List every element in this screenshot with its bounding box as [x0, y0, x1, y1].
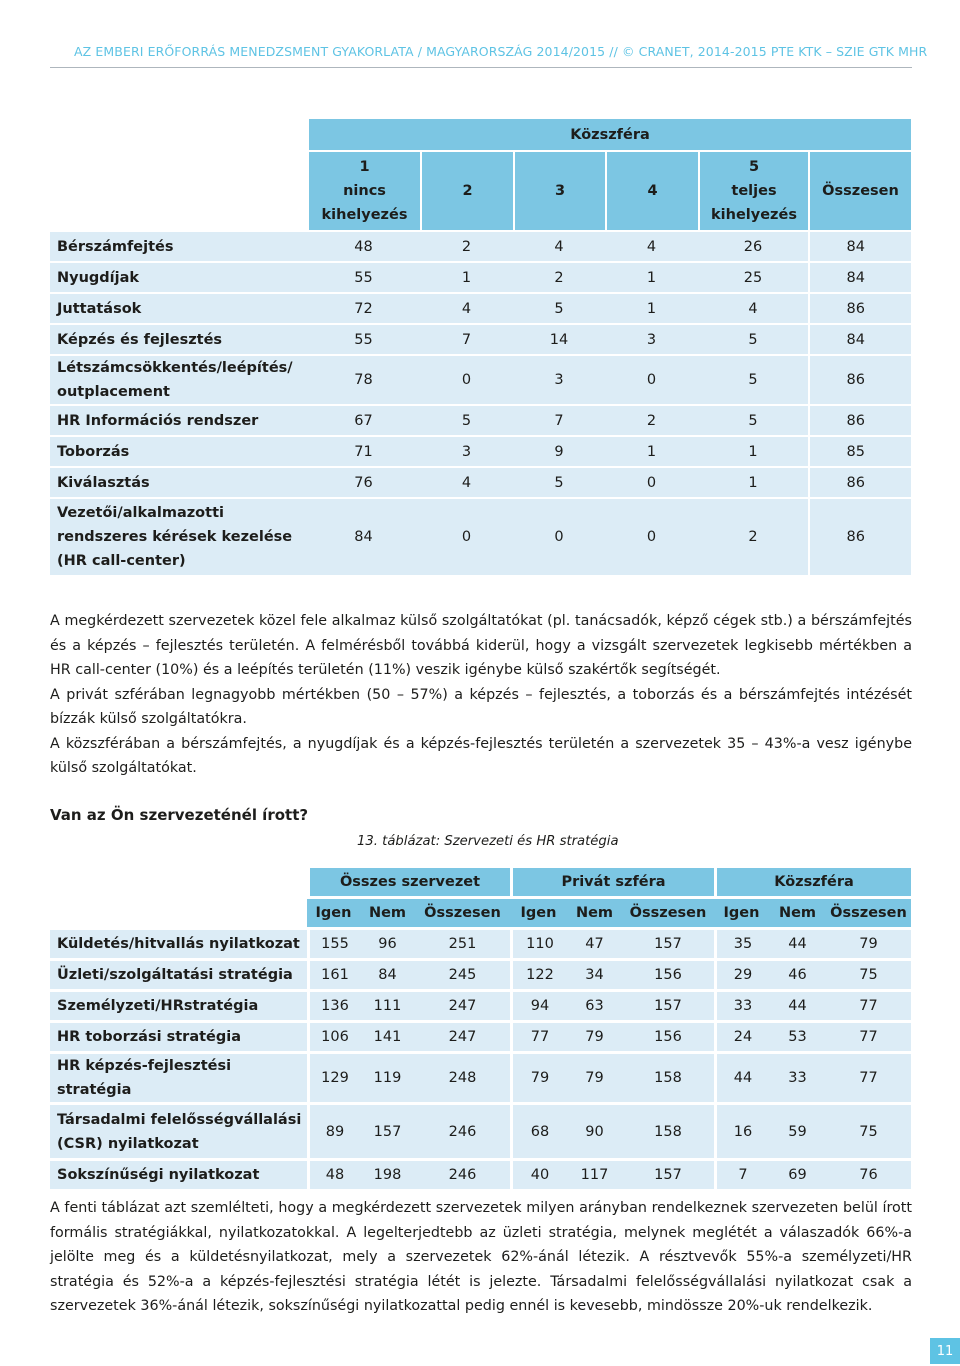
- table-cell: 86: [808, 404, 911, 435]
- table-cell: 77: [826, 1051, 911, 1102]
- table-cell: 4: [420, 466, 513, 497]
- table-cell: 0: [420, 354, 513, 404]
- table-cell: 0: [605, 497, 698, 575]
- table-cell: 26: [698, 230, 808, 261]
- table-cell: 94: [510, 989, 567, 1020]
- sub-header: Összesen: [622, 896, 714, 927]
- table-row: [50, 466, 911, 497]
- table-cell: 75: [826, 958, 911, 989]
- table-row: [50, 435, 911, 466]
- table-cell: 0: [420, 497, 513, 575]
- table-cell: 5: [420, 404, 513, 435]
- table-cell: 34: [567, 958, 622, 989]
- table-cell: 53: [769, 1020, 826, 1051]
- table-cell: 33: [714, 989, 769, 1020]
- table-row: [50, 497, 911, 575]
- row-label: Bérszámfejtés: [50, 230, 307, 261]
- group-header: Közszféra: [714, 868, 911, 896]
- table-cell: 89: [307, 1102, 360, 1158]
- row-label: Küldetés/hitvallás nyilatkozat: [50, 927, 307, 958]
- table-cell: 47: [567, 927, 622, 958]
- row-label: Személyzeti/HRstratégia: [50, 989, 307, 1020]
- table-cell: 84: [808, 323, 911, 354]
- table-cell: 2: [698, 497, 808, 575]
- table-cell: 67: [307, 404, 420, 435]
- sub-header: Igen: [510, 896, 567, 927]
- table-row: [50, 404, 911, 435]
- table-cell: 76: [307, 466, 420, 497]
- table-cell: 156: [622, 1020, 714, 1051]
- column-header: 4: [605, 150, 698, 230]
- table-cell: 86: [808, 354, 911, 404]
- table-cell: 79: [567, 1020, 622, 1051]
- paragraph-block-1: [50, 609, 912, 781]
- table-cell: 78: [307, 354, 420, 404]
- column-header: 1 nincs kihelyezés: [307, 150, 420, 230]
- table-row: [50, 1020, 911, 1051]
- table-cell: 46: [769, 958, 826, 989]
- table-cell: 156: [622, 958, 714, 989]
- table-row: [50, 292, 911, 323]
- group-header: Privát szféra: [510, 868, 714, 896]
- sub-header: Nem: [769, 896, 826, 927]
- table-cell: 69: [769, 1158, 826, 1189]
- row-label: Képzés és fejlesztés: [50, 323, 307, 354]
- table-cell: 136: [307, 989, 360, 1020]
- table-cell: 86: [808, 292, 911, 323]
- table-cell: 7: [513, 404, 605, 435]
- table-row: [50, 261, 911, 292]
- table-cell: 117: [567, 1158, 622, 1189]
- table-cell: 84: [808, 261, 911, 292]
- row-label: HR képzés-fejlesztési stratégia: [50, 1051, 307, 1102]
- sub-header: Összesen: [415, 896, 510, 927]
- sub-header: Igen: [714, 896, 769, 927]
- table-cell: 76: [826, 1158, 911, 1189]
- table-cell: 157: [360, 1102, 415, 1158]
- paragraph: A fenti táblázat azt szemlélteti, hogy a megkérdezett szervezetek milyen arányban rendelkeznek szervezeten belül írott formális stratégiákkal, nyilatkozatokkal. A legelterjedtebb az üzleti stratégia, melynek meglétét a válaszadók 66%-a jelölte meg és a küldetésnyilatkozat, mely a szervezetek 62%-ánál létezik. A résztvevők 55%-a személyzeti/HR stratégia és 52%-a a képzés-fejlesztési stratégia létét is jelezte. Társadalmi felelősségvállalási nyilatkozat csak a szervezetek 36%-ánál létezik, sokszínűségi nyilatkozattal pedig ennél is kevesebb, mindössze 20%-uk rendelkezik.: [50, 1200, 912, 1314]
- row-label: Kiválasztás: [50, 466, 307, 497]
- table-cell: 63: [567, 989, 622, 1020]
- table-cell: 129: [307, 1051, 360, 1102]
- table-row: [50, 927, 911, 958]
- table-cell: 44: [769, 989, 826, 1020]
- table-cell: 2: [513, 261, 605, 292]
- row-label: Nyugdíjak: [50, 261, 307, 292]
- table-cell: 84: [307, 497, 420, 575]
- table-cell: 90: [567, 1102, 622, 1158]
- table-cell: 1: [605, 292, 698, 323]
- row-label: Sokszínűségi nyilatkozat: [50, 1158, 307, 1189]
- table-cell: 5: [698, 354, 808, 404]
- table-cell: 245: [415, 958, 510, 989]
- table-cell: 84: [360, 958, 415, 989]
- column-header: 3: [513, 150, 605, 230]
- table-cell: 141: [360, 1020, 415, 1051]
- row-label: Üzleti/szolgáltatási stratégia: [50, 958, 307, 989]
- table-cell: 4: [698, 292, 808, 323]
- running-header: AZ EMBERI ERŐFORRÁS MENEDZSMENT GYAKORLATA / MAGYARORSZÁG 2014/2015 // © CRANET, 2014-2015 PTE KTK – SZIE GTK MHR: [74, 44, 928, 59]
- table-cell: 1: [698, 466, 808, 497]
- paragraph-block-2: [50, 1196, 912, 1319]
- empty-corner: [50, 868, 307, 896]
- table-row: [50, 1102, 911, 1158]
- table-cell: 5: [513, 466, 605, 497]
- paragraph: A privát szférában legnagyobb mértékben (50 – 57%) a képzés – fejlesztés, a toborzás és a bérszámfejtés intézését bízzák külső szolgáltatókra.: [50, 686, 912, 727]
- section-question: Van az Ön szervezeténél írott?: [50, 806, 309, 824]
- table-cell: 48: [307, 230, 420, 261]
- column-header: 5 teljes kihelyezés: [698, 150, 808, 230]
- table-cell: 122: [510, 958, 567, 989]
- sub-header: Nem: [567, 896, 622, 927]
- table-cell: 3: [605, 323, 698, 354]
- table-cell: 157: [622, 927, 714, 958]
- table-cell: 14: [513, 323, 605, 354]
- row-label: Vezetői/alkalmazotti rendszeres kérések kezelése (HR call-center): [50, 497, 307, 575]
- row-label: Létszámcsökkentés/leépítés/ outplacement: [50, 354, 307, 404]
- table-cell: 48: [307, 1158, 360, 1189]
- table-caption: 13. táblázat: Szervezeti és HR stratégia: [357, 834, 619, 849]
- table-cell: 247: [415, 1020, 510, 1051]
- table-cell: 24: [714, 1020, 769, 1051]
- empty-corner: [50, 150, 307, 230]
- table-cell: 155: [307, 927, 360, 958]
- table-cell: 198: [360, 1158, 415, 1189]
- table-cell: 5: [513, 292, 605, 323]
- table-row: [50, 989, 911, 1020]
- table-cell: 3: [420, 435, 513, 466]
- header-divider: [50, 67, 912, 68]
- table-cell: 35: [714, 927, 769, 958]
- table-cell: 4: [605, 230, 698, 261]
- table-cell: 86: [808, 466, 911, 497]
- table-cell: 68: [510, 1102, 567, 1158]
- outsourcing-table: [50, 117, 911, 575]
- table-row: [50, 323, 911, 354]
- table-cell: 119: [360, 1051, 415, 1102]
- table-cell: 157: [622, 989, 714, 1020]
- table-cell: 79: [826, 927, 911, 958]
- table-cell: 16: [714, 1102, 769, 1158]
- row-label: HR Információs rendszer: [50, 404, 307, 435]
- table-cell: 29: [714, 958, 769, 989]
- empty-corner: [50, 896, 307, 927]
- table-cell: 7: [420, 323, 513, 354]
- sub-header: Nem: [360, 896, 415, 927]
- table-cell: 4: [513, 230, 605, 261]
- table-cell: 96: [360, 927, 415, 958]
- table-cell: 25: [698, 261, 808, 292]
- table-row: [50, 354, 911, 404]
- sub-header: Igen: [307, 896, 360, 927]
- table-cell: 77: [826, 1020, 911, 1051]
- table-row: [50, 230, 911, 261]
- table-cell: 158: [622, 1051, 714, 1102]
- table-cell: 77: [510, 1020, 567, 1051]
- row-label: Juttatások: [50, 292, 307, 323]
- table-cell: 3: [513, 354, 605, 404]
- row-label: Társadalmi felelősségvállalási (CSR) nyilatkozat: [50, 1102, 307, 1158]
- table-cell: 86: [808, 497, 911, 575]
- table-cell: 246: [415, 1158, 510, 1189]
- sub-header: Összesen: [826, 896, 911, 927]
- table-cell: 84: [808, 230, 911, 261]
- table-cell: 0: [605, 466, 698, 497]
- table-cell: 0: [605, 354, 698, 404]
- table-cell: 2: [420, 230, 513, 261]
- table-cell: 1: [698, 435, 808, 466]
- page-number: 11: [930, 1338, 960, 1364]
- paragraph: A megkérdezett szervezetek közel fele alkalmaz külső szolgáltatókat (pl. tanácsadók, képző cégek stb.) a bérszámfejtés és a képzés – fejlesztés területén. A felmérésből továbbá kiderül, hogy a vizsgált szervezetek legkisebb mértékben a HR call-center (10%) és a leépítés területén (11%) veszik igénybe külső szakértők segítségét.: [50, 613, 912, 678]
- column-header: Összesen: [808, 150, 911, 230]
- table-cell: 248: [415, 1051, 510, 1102]
- table-cell: 1: [420, 261, 513, 292]
- group-header: Összes szervezet: [307, 868, 510, 896]
- table-cell: 106: [307, 1020, 360, 1051]
- table-cell: 44: [714, 1051, 769, 1102]
- table-cell: 79: [567, 1051, 622, 1102]
- table-cell: 85: [808, 435, 911, 466]
- table-cell: 1: [605, 261, 698, 292]
- table-cell: 158: [622, 1102, 714, 1158]
- row-label: HR toborzási stratégia: [50, 1020, 307, 1051]
- table-cell: 77: [826, 989, 911, 1020]
- table-cell: 111: [360, 989, 415, 1020]
- strategy-table: [50, 868, 911, 1189]
- table-cell: 72: [307, 292, 420, 323]
- table-cell: 246: [415, 1102, 510, 1158]
- table-cell: 0: [513, 497, 605, 575]
- table-cell: 110: [510, 927, 567, 958]
- table-cell: 1: [605, 435, 698, 466]
- table-row: [50, 958, 911, 989]
- table-cell: 2: [605, 404, 698, 435]
- row-label: Toborzás: [50, 435, 307, 466]
- table-cell: 9: [513, 435, 605, 466]
- table-row: [50, 1158, 911, 1189]
- table-cell: 33: [769, 1051, 826, 1102]
- table-cell: 161: [307, 958, 360, 989]
- table-cell: 7: [714, 1158, 769, 1189]
- table-cell: 247: [415, 989, 510, 1020]
- table-cell: 4: [420, 292, 513, 323]
- table-cell: 40: [510, 1158, 567, 1189]
- table-cell: 55: [307, 261, 420, 292]
- table-cell: 157: [622, 1158, 714, 1189]
- group-header: Közszféra: [307, 117, 911, 150]
- table-cell: 5: [698, 404, 808, 435]
- column-header: 2: [420, 150, 513, 230]
- table-cell: 71: [307, 435, 420, 466]
- table-cell: 59: [769, 1102, 826, 1158]
- table-row: [50, 1051, 911, 1102]
- table-cell: 44: [769, 927, 826, 958]
- table-cell: 79: [510, 1051, 567, 1102]
- table-cell: 75: [826, 1102, 911, 1158]
- table-cell: 251: [415, 927, 510, 958]
- table-cell: 55: [307, 323, 420, 354]
- table-cell: 5: [698, 323, 808, 354]
- paragraph: A közszférában a bérszámfejtés, a nyugdíjak és a képzés-fejlesztés területén a szervezetek 35 – 43%-a vesz igénybe külső szolgáltatókat.: [50, 735, 912, 776]
